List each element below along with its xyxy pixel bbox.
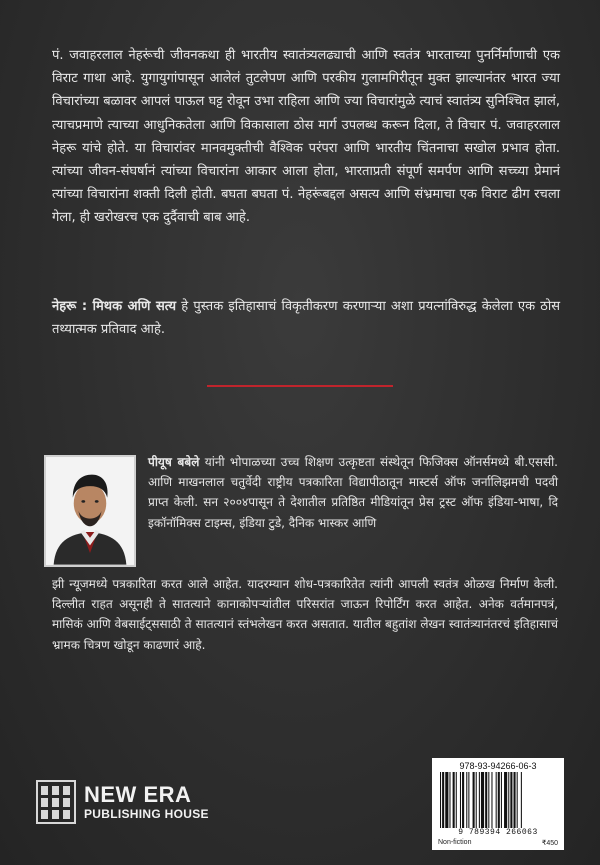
barcode-bar	[508, 772, 509, 828]
barcode-bar	[453, 772, 455, 828]
book-title: नेहरू : मिथक अणि सत्य	[52, 299, 177, 314]
barcode-bar	[496, 772, 497, 828]
barcode-bar	[514, 772, 516, 828]
barcode-bar	[498, 772, 500, 828]
author-bio-continued: झी न्यूजमध्ये पत्रकारिता करत आले आहेत. यादरम्यान शोध-पत्रकारितेत त्यांनी आपली स्वतंत्र ओळख निर्माण केली. दिल्लीत राहत असूनही ते सातत्याने कानाकोपऱ्यांतील परिसरांत जाऊन रिपोर्टिंग करत आहेत. अनेक वर्तमानपत्रं, मासिकं आणि वेबसाईट्ससाठी ते सातत्यानं स्तंभलेखन करत असतात. यातील बहुतांश लेखन स्वातंत्र्यानंतरचं इतिहासाचं भ्रामक चित्रण खोडून काढणारं आहे.	[52, 577, 558, 652]
author-bio-text: यांनी भोपाळच्या उच्च शिक्षण उत्कृष्टता संस्थेतून फिजिक्स ऑनर्समध्ये बी.एससी. आणि माखनलाल चतुर्वेदी राष्ट्रीय पत्रकारिता विद्यापीठातून मास्टर्स ऑफ जर्नालिझमची पदवी प्राप्त केली. सन २००४पासून ते देशातील प्रतिष्ठित मीडियांतून प्रेस ट्रस्ट ऑफ इंडिया-भाषा, दि इकॉनॉमिक्स टाइम्स, इंडिया टुडे, दैनिक भास्कर आणि	[148, 455, 559, 530]
barcode-bar	[479, 772, 480, 828]
barcode-bar	[510, 772, 512, 828]
barcode-bar	[449, 772, 450, 828]
barcode-bars	[438, 772, 558, 828]
barcode-bar	[521, 772, 522, 828]
barcode-bar	[440, 772, 441, 828]
barcode-bar	[481, 772, 484, 828]
isbn-barcode	[432, 758, 564, 850]
book-price: ₹450	[541, 840, 558, 847]
red-divider	[207, 385, 393, 387]
book-category: Non-fiction	[438, 839, 472, 846]
barcode-bar	[473, 772, 475, 828]
barcode-bar	[460, 772, 461, 828]
barcode-bar	[466, 772, 467, 828]
isbn-number: 978-93-94266-06-3	[459, 761, 537, 771]
barcode-bar	[504, 772, 507, 828]
author-photo	[44, 455, 136, 567]
barcode-bar	[462, 772, 464, 828]
barcode-bar	[517, 772, 518, 828]
barcode-bar	[456, 772, 457, 828]
barcode-bar	[445, 772, 448, 828]
author-portrait-icon	[46, 457, 134, 565]
publisher-emblem-icon	[36, 780, 76, 824]
barcode-bar	[442, 772, 444, 828]
author-bio	[148, 452, 558, 533]
publisher-logo	[36, 779, 209, 825]
barcode-bar	[468, 772, 469, 828]
barcode-bar	[501, 772, 502, 828]
author-name: पीयूष बबेले	[148, 455, 200, 469]
barcode-bar	[491, 772, 492, 828]
barcode-bar	[485, 772, 487, 828]
barcode-bar	[488, 772, 489, 828]
barcode-bar	[476, 772, 477, 828]
publisher-name: NEW ERA	[84, 781, 192, 807]
summary-text: हे पुस्तक इतिहासाचं विकृतीकरण करणाऱ्या अशा प्रयत्नांविरुद्ध केलेला एक ठोस तथ्यात्मक प्रतिवाद आहे.	[52, 299, 560, 338]
intro-paragraph: पं. जवाहरलाल नेहरूंची जीवनकथा ही भारतीय स्वातंत्र्यलढ्याची आणि स्वतंत्र भारताच्या पुनर्निर्माणाची एक विराट गाथा आहे. युगायुगांपासून आलेलं तुटलेपण आणि परकीय गुलामगिरीतून मुक्त झाल्यानंतर भारत ज्या विचारांच्या बळावर आपलं पाऊल घट्ट रोवून उभा राहिला आणि ज्या विचारांमुळे त्याचं स्वातंत्र्य सुनिश्चित झालं, त्याचप्रमाणे त्याच्या आधुनिकतेला आणि विकासाला ठोस मार्ग उपलब्ध करून दिला, ते विचार पं. जवाहरलाल नेहरू यांचे होते. या विचारांवर मानवमुक्तीची वैश्विक परंपरा आणि भारतीय चिंतनाचा सखोल प्रभाव होता. त्यांच्या जीवन-संघर्षानं त्यांच्या विचारांना आकार आला होता, भारताप्रती संपूर्ण समर्पण आणि सच्च्या प्रेमानं त्यांच्या विचारांना शक्ती दिली होती. बघता बघता पं. नेहरूंबद्दल असत्य आणि संभ्रमाचा एक विराट ढीग रचला गेला, ही खरोखरच एक दुर्दैवाची बाब आहे.	[52, 48, 560, 226]
barcode-digits: 9 789394 266063	[458, 828, 538, 837]
book-summary-paragraph	[52, 295, 560, 341]
publisher-subtitle: PUBLISHING HOUSE	[84, 806, 209, 821]
